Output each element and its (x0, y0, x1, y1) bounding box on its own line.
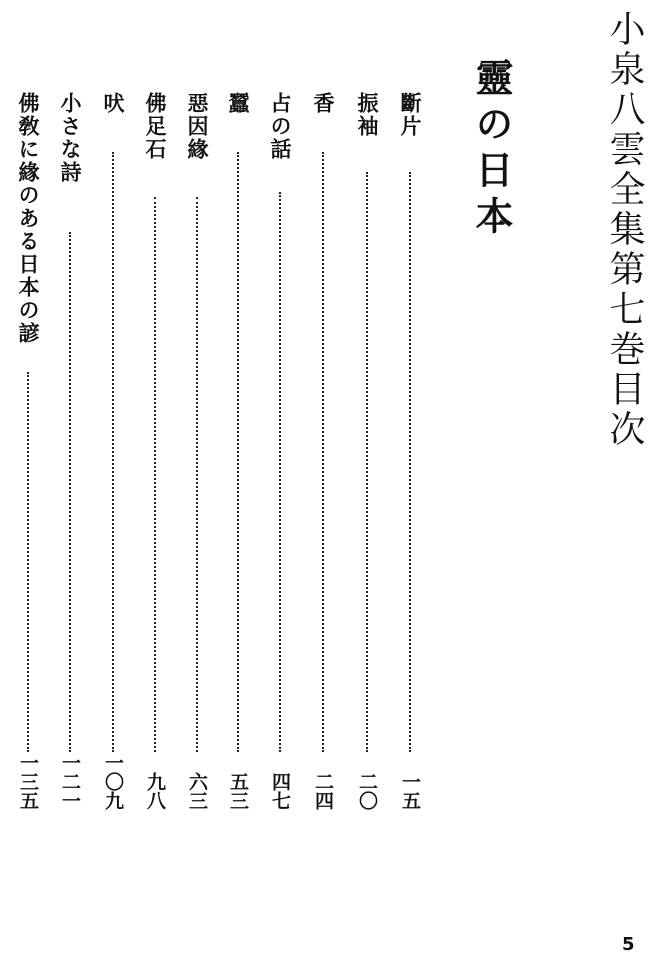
toc-entry-title: 佛足石 (143, 92, 168, 161)
toc-entry-page: 二〇 (356, 772, 378, 810)
toc-entry[interactable] (101, 92, 125, 810)
leader-dots (322, 152, 324, 752)
toc-entry-title: 香 (311, 92, 336, 115)
toc-entry-page: 一二一 (59, 753, 81, 810)
toc-entry-page: 四七 (269, 772, 291, 810)
leader-dots (69, 232, 71, 752)
toc-entry-title: 斷片 (398, 92, 423, 138)
leader-dots (237, 152, 239, 752)
leader-dots (154, 197, 156, 752)
page-number: 5 (622, 934, 635, 955)
toc-entry-title: 占の話 (268, 92, 293, 161)
leader-dots (366, 172, 368, 752)
leader-dots (279, 192, 281, 752)
toc-entry-page: 一三五 (17, 753, 39, 810)
toc-entry-title: 吠 (101, 92, 126, 115)
leader-dots (409, 172, 411, 752)
toc-entry-page: 六三 (186, 772, 208, 810)
section-title: 靈の日本 (469, 58, 514, 242)
toc-entry[interactable] (16, 92, 40, 810)
toc-entry[interactable] (355, 92, 379, 810)
toc-entry-page: 九八 (144, 772, 166, 810)
toc-entry[interactable] (143, 92, 167, 810)
toc-entry-page: 一〇九 (102, 753, 124, 810)
leader-dots (112, 152, 114, 752)
toc-entry-title: 小さな詩 (58, 92, 83, 184)
toc-entry[interactable] (398, 92, 422, 810)
toc-entry-title: 佛敎に緣のある日本の諺 (16, 92, 41, 345)
toc-entry[interactable] (58, 92, 82, 810)
toc-entry-page: 二四 (312, 772, 334, 810)
toc-entry[interactable] (226, 92, 250, 810)
toc-entry-title: 惡因緣 (185, 92, 210, 161)
toc-entry-title: 振袖 (355, 92, 380, 138)
toc-entry[interactable] (311, 92, 335, 810)
leader-dots (196, 197, 198, 752)
toc-entry-page: 一五 (399, 772, 421, 810)
toc-entry-page: 五三 (227, 772, 249, 810)
leader-dots (27, 372, 29, 752)
toc-entry-title: 蠶 (226, 92, 251, 115)
book-title: 小泉八雲全集第七巻目次 (604, 10, 645, 450)
toc-entry[interactable] (268, 92, 292, 810)
toc-entry[interactable] (185, 92, 209, 810)
